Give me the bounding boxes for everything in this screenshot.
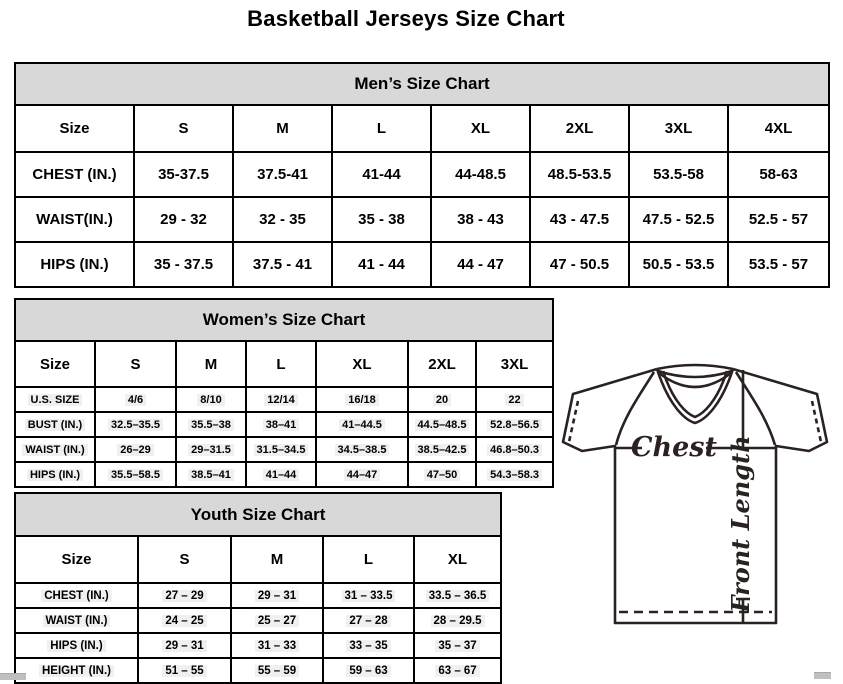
size-value-cell: 52.5 - 57 xyxy=(728,197,829,242)
mens-size-table xyxy=(14,62,830,288)
row-label xyxy=(15,583,138,608)
size-value-cell xyxy=(95,437,176,462)
table-row xyxy=(15,536,501,583)
size-value-cell: 32 - 35 xyxy=(233,197,332,242)
size-value: 52.8–56.5 xyxy=(487,419,542,431)
size-value-cell xyxy=(246,437,316,462)
size-value: 46.8–50.3 xyxy=(487,444,542,456)
size-value-cell: 53.5-58 xyxy=(629,152,728,197)
column-header: 3XL xyxy=(629,105,728,152)
size-value: 8/10 xyxy=(197,394,224,406)
row-label xyxy=(15,387,95,412)
column-header: Size xyxy=(15,341,95,387)
size-value-cell xyxy=(408,437,476,462)
horizontal-scrollbar-fragment[interactable] xyxy=(814,672,831,679)
size-value: 31.5–34.5 xyxy=(254,444,309,456)
size-value-cell: 58-63 xyxy=(728,152,829,197)
size-value: 33 – 35 xyxy=(346,640,390,652)
size-value-cell: 35 - 38 xyxy=(332,197,431,242)
row-label xyxy=(15,462,95,487)
size-value: 54.3–58.3 xyxy=(487,469,542,481)
size-value-cell xyxy=(414,633,501,658)
size-value-cell: 41-44 xyxy=(332,152,431,197)
size-value-cell xyxy=(95,387,176,412)
column-header: M xyxy=(233,105,332,152)
size-value-cell xyxy=(323,658,414,683)
column-header: M xyxy=(231,536,323,583)
womens-size-table xyxy=(14,298,554,488)
table-row xyxy=(15,105,829,152)
size-value: 26–29 xyxy=(117,444,154,456)
size-value-cell xyxy=(323,633,414,658)
table-row xyxy=(15,608,501,633)
size-value-cell xyxy=(316,387,408,412)
size-value: 12/14 xyxy=(264,394,298,406)
size-value: 38.5–41 xyxy=(188,469,234,481)
table-row xyxy=(15,658,501,683)
column-header: L xyxy=(332,105,431,152)
column-header: S xyxy=(95,341,176,387)
column-header: 4XL xyxy=(728,105,829,152)
size-value-cell xyxy=(176,387,246,412)
column-header: L xyxy=(323,536,414,583)
column-header: S xyxy=(134,105,233,152)
size-value-cell xyxy=(138,633,231,658)
row-label-text: HIPS (IN.) xyxy=(27,469,83,481)
size-value: 31 – 33.5 xyxy=(342,590,396,602)
size-value-cell: 41 - 44 xyxy=(332,242,431,287)
table-row xyxy=(15,299,553,341)
column-header: XL xyxy=(431,105,530,152)
table-row xyxy=(15,242,829,287)
table-row xyxy=(15,437,553,462)
size-value: 29 – 31 xyxy=(162,640,206,652)
size-value-cell xyxy=(408,387,476,412)
row-label-text: WAIST (IN.) xyxy=(22,444,87,456)
table-row xyxy=(15,152,829,197)
size-value-cell: 53.5 - 57 xyxy=(728,242,829,287)
column-header: M xyxy=(176,341,246,387)
size-value-cell: 35 - 37.5 xyxy=(134,242,233,287)
row-label: CHEST (IN.) xyxy=(15,152,134,197)
size-value: 27 – 28 xyxy=(346,615,390,627)
row-label-text: WAIST (IN.) xyxy=(43,615,111,627)
size-value: 35.5–58.5 xyxy=(108,469,163,481)
size-value-cell xyxy=(316,437,408,462)
row-label xyxy=(15,437,95,462)
size-value: 25 – 27 xyxy=(255,615,299,627)
size-value-cell: 38 - 43 xyxy=(431,197,530,242)
row-label-text: HEIGHT (IN.) xyxy=(39,665,114,677)
size-value-cell xyxy=(476,412,553,437)
size-value-cell xyxy=(414,608,501,633)
size-value-cell: 43 - 47.5 xyxy=(530,197,629,242)
size-value: 29–31.5 xyxy=(188,444,234,456)
size-value-cell: 29 - 32 xyxy=(134,197,233,242)
size-value: 31 – 33 xyxy=(255,640,299,652)
size-value: 33.5 – 36.5 xyxy=(426,590,490,602)
size-value-cell xyxy=(138,583,231,608)
table-row xyxy=(15,633,501,658)
size-value-cell xyxy=(231,658,323,683)
row-label: WAIST(IN.) xyxy=(15,197,134,242)
size-value-cell: 48.5-53.5 xyxy=(530,152,629,197)
size-value-cell xyxy=(323,583,414,608)
size-value: 38.5–42.5 xyxy=(415,444,470,456)
column-header: XL xyxy=(414,536,501,583)
table-row xyxy=(15,412,553,437)
size-value-cell xyxy=(476,462,553,487)
size-value-cell xyxy=(414,583,501,608)
page-title: Basketball Jerseys Size Chart xyxy=(247,6,565,31)
size-value: 16/18 xyxy=(345,394,379,406)
size-value: 28 – 29.5 xyxy=(431,615,485,627)
size-value-cell xyxy=(176,437,246,462)
size-value: 32.5–35.5 xyxy=(108,419,163,431)
row-label xyxy=(15,658,138,683)
size-value: 24 – 25 xyxy=(162,615,206,627)
size-value-cell xyxy=(316,412,408,437)
size-value-cell xyxy=(231,608,323,633)
table-row xyxy=(15,387,553,412)
size-value: 35.5–38 xyxy=(188,419,234,431)
size-value: 38–41 xyxy=(263,419,300,431)
size-value: 55 – 59 xyxy=(255,665,299,677)
size-value-cell xyxy=(476,437,553,462)
size-value-cell: 47.5 - 52.5 xyxy=(629,197,728,242)
column-header: 3XL xyxy=(476,341,553,387)
youth-table-title: Youth Size Chart xyxy=(15,493,501,536)
column-header: Size xyxy=(15,536,138,583)
mens-table-title: Men’s Size Chart xyxy=(15,63,829,105)
size-value-cell xyxy=(316,462,408,487)
size-value-cell xyxy=(176,412,246,437)
size-value: 27 – 29 xyxy=(162,590,206,602)
size-value-cell: 44-48.5 xyxy=(431,152,530,197)
row-label-text: HIPS (IN.) xyxy=(47,640,105,652)
column-header: 2XL xyxy=(530,105,629,152)
table-row xyxy=(15,493,501,536)
size-value-cell: 37.5 - 41 xyxy=(233,242,332,287)
row-label-text: CHEST (IN.) xyxy=(41,590,112,602)
column-header: S xyxy=(138,536,231,583)
column-header: 2XL xyxy=(408,341,476,387)
size-value-cell xyxy=(476,387,553,412)
size-value-cell xyxy=(138,658,231,683)
row-label-text: BUST (IN.) xyxy=(25,419,85,431)
size-value: 22 xyxy=(505,394,523,406)
row-label: HIPS (IN.) xyxy=(15,242,134,287)
column-header: L xyxy=(246,341,316,387)
size-value: 20 xyxy=(433,394,451,406)
size-value: 29 – 31 xyxy=(255,590,299,602)
size-value-cell xyxy=(408,412,476,437)
size-value-cell: 47 - 50.5 xyxy=(530,242,629,287)
size-value: 44.5–48.5 xyxy=(415,419,470,431)
size-value-cell xyxy=(176,462,246,487)
size-value-cell xyxy=(95,412,176,437)
jersey-collar-top xyxy=(657,365,733,369)
jersey-outline xyxy=(563,369,827,623)
size-value: 44–47 xyxy=(344,469,381,481)
youth-size-table xyxy=(14,492,502,684)
size-value-cell xyxy=(246,387,316,412)
size-value-cell xyxy=(231,583,323,608)
table-row xyxy=(15,583,501,608)
row-label xyxy=(15,412,95,437)
size-value-cell xyxy=(246,412,316,437)
column-header: Size xyxy=(15,105,134,152)
table-row xyxy=(15,197,829,242)
size-value: 59 – 63 xyxy=(346,665,390,677)
size-value: 4/6 xyxy=(125,394,146,406)
row-label xyxy=(15,608,138,633)
front-length-label: Front Length xyxy=(726,435,755,613)
size-value-cell xyxy=(408,462,476,487)
size-value-cell xyxy=(138,608,231,633)
table-row xyxy=(15,341,553,387)
size-value: 47–50 xyxy=(424,469,461,481)
table-row xyxy=(15,63,829,105)
size-value-cell xyxy=(231,633,323,658)
row-label xyxy=(15,633,138,658)
size-value: 63 – 67 xyxy=(435,665,479,677)
chest-label: Chest xyxy=(631,432,717,463)
size-value-cell xyxy=(246,462,316,487)
table-row xyxy=(15,462,553,487)
size-value-cell xyxy=(95,462,176,487)
jersey-diagram xyxy=(553,356,843,676)
size-value-cell: 37.5-41 xyxy=(233,152,332,197)
size-value-cell xyxy=(323,608,414,633)
size-value: 51 – 55 xyxy=(162,665,206,677)
jersey-collar-rib xyxy=(658,371,732,377)
size-value-cell: 50.5 - 53.5 xyxy=(629,242,728,287)
size-value: 41–44 xyxy=(263,469,300,481)
size-value: 34.5–38.5 xyxy=(335,444,390,456)
size-value: 41–44.5 xyxy=(339,419,385,431)
column-header: XL xyxy=(316,341,408,387)
row-label-text: U.S. SIZE xyxy=(28,394,83,406)
size-value-cell: 44 - 47 xyxy=(431,242,530,287)
size-value-cell: 35-37.5 xyxy=(134,152,233,197)
size-value: 35 – 37 xyxy=(435,640,479,652)
womens-table-title: Women’s Size Chart xyxy=(15,299,553,341)
size-value-cell xyxy=(414,658,501,683)
